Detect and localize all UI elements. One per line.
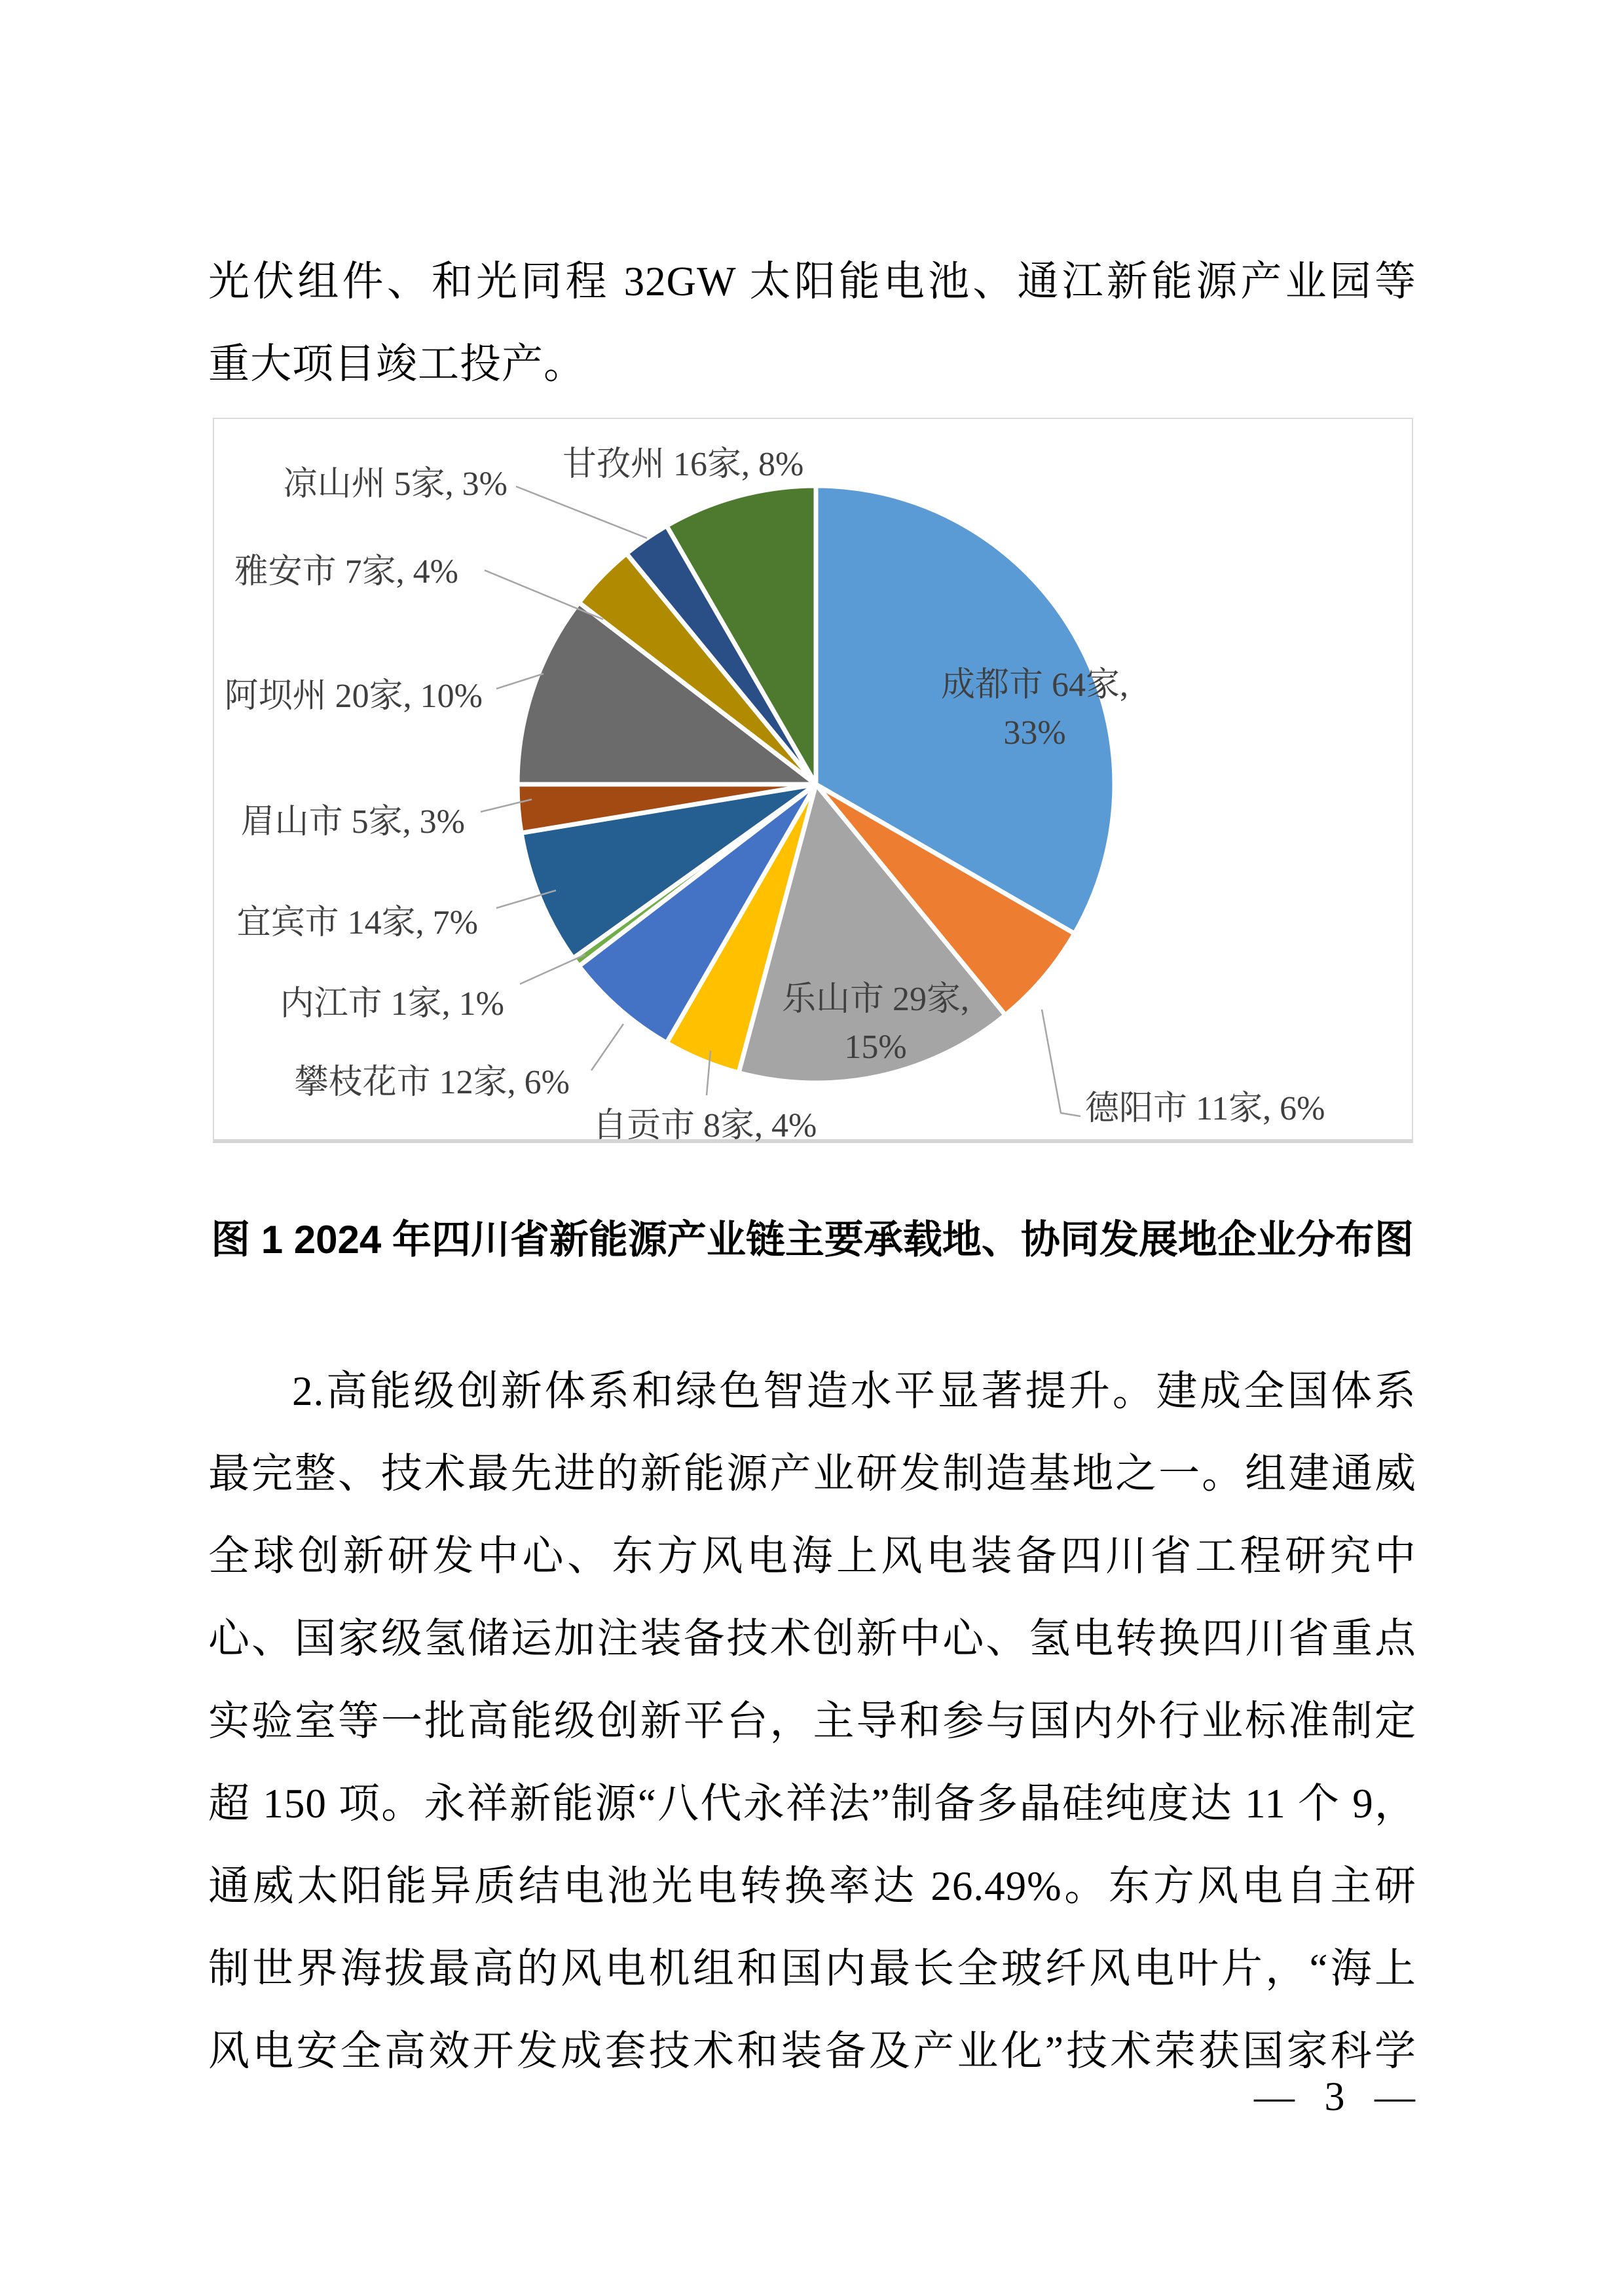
paragraph-2-line-9: 风电安全高效开发成套技术和装备及产业化”技术荣获国家科学 <box>208 2028 1416 2074</box>
page-number: — 3 — <box>1254 2075 1416 2119</box>
slice-label-chengdu-line2: 33% <box>1003 714 1066 752</box>
slice-label-liangshan: 凉山州 5家, 3% <box>283 465 507 503</box>
paragraph-2-line-8: 制世界海拔最高的风电机组和国内最长全玻纤风电叶片，“海上 <box>208 1946 1416 1992</box>
slice-label-leshan-line1: 乐山市 29家, <box>781 981 969 1018</box>
slice-label-neijiang: 内江市 1家, 1% <box>280 985 504 1023</box>
figure-1-chart <box>213 418 1413 1143</box>
slice-label-meishan: 眉山市 5家, 3% <box>240 803 465 841</box>
paragraph-1-line-2: 重大项目竣工投产。 <box>208 341 585 387</box>
paragraph-2-line-2: 最完整、技术最先进的新能源产业研发制造基地之一。组建通威 <box>208 1451 1416 1497</box>
paragraph-2-line-3: 全球创新研发中心、东方风电海上风电装备四川省工程研究中 <box>208 1533 1416 1579</box>
slice-label-leshan-line2: 15% <box>844 1029 907 1066</box>
paragraph-2 <box>208 1350 1416 2092</box>
slice-label-zigong: 自贡市 8家, 4% <box>593 1107 817 1144</box>
leader-neijiang <box>520 955 585 984</box>
slice-label-yibin: 宜宾市 14家, 7% <box>236 904 478 941</box>
slice-label-panzhihua: 攀枝花市 12家, 6% <box>294 1064 570 1101</box>
slice-label-deyang: 德阳市 11家, 6% <box>1085 1090 1325 1127</box>
slice-label-leshan <box>745 975 1006 1071</box>
slice-label-ganzi: 甘孜州 16家, 8% <box>563 446 804 483</box>
slice-label-chengdu-line1: 成都市 64家, <box>940 666 1128 704</box>
paragraph-1-line-1: 光伏组件、和光同程 32GW 太阳能电池、通江新能源产业园等 <box>208 259 1416 304</box>
paragraph-2-line-6: 超 150 项。永祥新能源“八代永祥法”制备多晶硅纯度达 11 个 9， <box>208 1781 1416 1827</box>
leader-liangshan <box>516 486 647 538</box>
paragraph-2-line-5: 实验室等一批高能级创新平台，主导和参与国内外行业标准制定 <box>208 1698 1416 1744</box>
paragraph-2-line-4: 心、国家级氢储运加注装备技术创新中心、氢电转换四川省重点 <box>208 1616 1416 1662</box>
paragraph-2-line-7: 通威太阳能异质结电池光电转换率达 26.49%。东方风电自主研 <box>208 1863 1416 1909</box>
leader-deyang <box>1042 1010 1080 1116</box>
slice-label-chengdu <box>904 661 1166 757</box>
slice-label-aba: 阿坝州 20家, 10% <box>224 678 483 715</box>
paragraph-1 <box>208 240 1416 405</box>
leader-panzhihua <box>591 1024 623 1070</box>
figure-caption: 图 1 2024 年四川省新能源产业链主要承载地、协同发展地企业分布图 <box>211 1218 1414 1262</box>
slice-label-yaan: 雅安市 7家, 4% <box>234 553 458 591</box>
paragraph-2-line-1: 2.高能级创新体系和绿色智造水平显著提升。建成全国体系 <box>292 1368 1416 1414</box>
